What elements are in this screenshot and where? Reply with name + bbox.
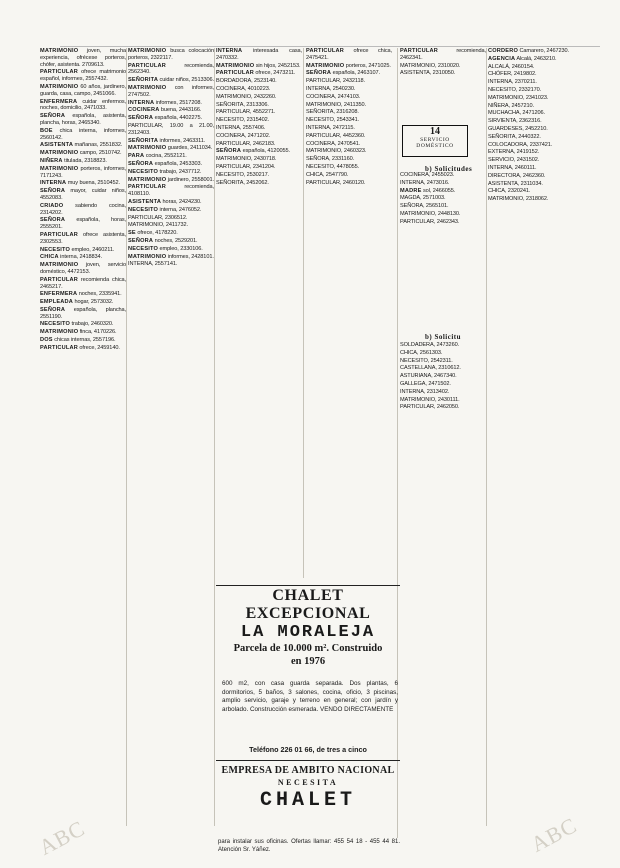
classified-ad: COCINERA, 2470541.: [306, 140, 361, 147]
classified-ad: NECESITO, 2315402.: [216, 117, 270, 124]
classified-ad: PARA cocina, 2552121.: [128, 153, 187, 160]
classified-ad: INTERNA, 2540230.: [306, 85, 356, 92]
classified-ad: ASISTENTA, 2310050.: [400, 70, 456, 77]
section-box: [402, 125, 468, 157]
classified-ad: INTERNA interesada casa, 2470332.: [216, 48, 302, 61]
classified-ad: NIÑERA titulada, 2318823.: [40, 157, 107, 164]
classified-ad: SEÑORITA, 2316208.: [306, 109, 359, 116]
chalet-body: 600 m2, con casa guarda separada. Dos plantas, 6 dormitorios, 5 baños, 3 salones, cocina, oficio, 3 piscinas, amplio servicio, garaje y terreno en general; con jardín y arbolado. Construcción esmerada. VENDO DIRECTAMENTE: [222, 680, 398, 713]
section-label: SERVICIO: [420, 137, 450, 143]
classified-ad: PARTICULAR, 2460120.: [306, 179, 366, 186]
classified-ad: MATRIMONIO, 2430111.: [400, 396, 460, 403]
column-divider: [303, 48, 304, 578]
classified-ad: BORDADORA, 2523140.: [216, 78, 277, 85]
classified-ad: PARTICULAR ofrece, 2459140.: [40, 344, 120, 351]
column-divider: [126, 48, 127, 826]
abc-watermark: ABC: [34, 815, 90, 860]
classified-column-6: [488, 48, 584, 826]
column-divider: [214, 48, 215, 826]
classified-ad: SEÑORA, 2565101.: [400, 203, 449, 210]
classified-ad: PARTICULAR, 2462183.: [216, 140, 276, 147]
classified-ad: PARTICULAR ofrece matrimonio español, informes, 2557432.: [40, 69, 126, 83]
classified-ad: PARTICULAR recomienda, 4108110.: [128, 184, 214, 198]
classified-ad: EMPLEADA hogar, 2573032.: [40, 299, 114, 306]
classified-ad: EXTERNA, 2419152.: [488, 149, 540, 156]
classified-ad: MADRE sol, 2466055.: [400, 187, 456, 194]
classified-ad: SEÑORITA informes, 2463311.: [128, 137, 206, 144]
classified-ad: INTERNA, 2460111.: [488, 164, 537, 171]
column-divider: [486, 48, 487, 826]
classified-ad: PARTICULAR recomienda chica, 2465217.: [40, 276, 126, 290]
classified-ad: ASISTENTA horas, 2424230.: [128, 198, 202, 205]
classified-ad: SEÑORA española, 4120055.: [216, 148, 290, 155]
classified-ad: INTERNA, 2557406.: [216, 124, 266, 131]
classified-ad: SEÑORA, 2331160.: [306, 156, 355, 163]
classified-ad: DOS chicas internas, 2557196.: [40, 337, 116, 344]
classified-ad: SIRVIENTA, 2362316.: [488, 118, 542, 125]
classified-ad: PARTICULAR, 2462050.: [400, 404, 460, 411]
classified-ad: INTERNA informes, 2517208.: [128, 99, 202, 106]
classified-ad: SEÑORA española, asistenta, plancha, horas, 2465340.: [40, 113, 126, 126]
classified-ad: SE ofrece, 4178220.: [128, 230, 178, 237]
classified-ad: PARTICULAR, 4552271.: [216, 109, 276, 116]
classified-ad: SEÑORITA, 2440322.: [488, 133, 541, 140]
section-subheading: b) Solicitu: [425, 333, 462, 341]
classified-ad: SEÑORITA, 2452062.: [216, 179, 269, 186]
classified-ad: INTERNA, 2473016.: [400, 179, 450, 186]
ad-rule: [216, 760, 400, 761]
chalet-ad: [216, 587, 400, 671]
empresa-line2: NECESITA: [277, 778, 339, 787]
classified-ad: INTERNA, 2557141.: [128, 261, 178, 268]
classified-ad: MATRIMONIO joven, servicio doméstico, 4472153.: [40, 262, 126, 275]
chalet-phone: Teléfono 226 01 66, de tres a cinco: [249, 745, 367, 754]
classified-ad: MATRIMONIO, 2411350.: [306, 101, 366, 108]
abc-watermark: ABC: [526, 812, 582, 857]
classified-column-5-bottom: [400, 342, 486, 818]
classified-ad: SEÑORA española, 2463107.: [306, 70, 380, 77]
classified-ad: MATRIMONIO busca colocación porteros, 2322117.: [128, 48, 214, 61]
classified-ad: PARTICULAR, 2432118.: [306, 78, 365, 85]
classified-ad: CHÓFER, 2419802.: [488, 71, 537, 78]
classified-ad: PARTICULAR, 2462343.: [400, 218, 460, 225]
classified-ad: INTERNA, 2370211.: [488, 79, 537, 86]
classified-ad: SEÑORITA cuidar niños, 2513306.: [128, 77, 214, 84]
chalet-plot: Parcela de 10.000 m². Construido: [233, 643, 383, 654]
empresa-ad: [216, 765, 400, 813]
classified-column-3: [216, 48, 302, 578]
classified-ad: NECESITO, 2542311.: [400, 357, 453, 364]
classified-ad: SEÑORA española, 2453303.: [128, 160, 202, 167]
classified-ad: MATRIMONIO jardinero, 2558001.: [128, 176, 214, 183]
classified-ad: MATRIMONIO porteros, informes, 7171243.: [40, 165, 126, 179]
classified-ad: INTERNA, 2313402.: [400, 388, 450, 395]
classified-ad: MATRIMONIO, 2341023.: [488, 94, 549, 101]
classified-ad: MATRIMONIO, 2310020.: [400, 62, 461, 69]
section-subheading: b) Solicitudes: [425, 165, 473, 173]
classified-ad: MATRIMONIO joven, mucha experiencia, ofrécese porteros, chófer, asistenta. 2709613.: [40, 48, 126, 68]
classified-ad: ASISTENTA mañanas, 2551832.: [40, 142, 123, 149]
classified-ad: PARTICULAR recomienda, 2462341.: [400, 48, 486, 61]
classified-ad: SEÑORA española, 4402275.: [128, 115, 202, 122]
classified-ad: MAGDA, 2571003.: [400, 195, 446, 202]
classified-ad: GALLEGA, 2471502.: [400, 380, 451, 387]
empresa-body: para instalar sus oficinas. Ofertas llamar: 455 54 18 - 455 44 81. Atención Sr. Yáñez.: [218, 839, 400, 853]
classified-ad: COCINERA, 2474103.: [306, 93, 361, 100]
classified-ad: NECESITO trabajo, 2460320.: [40, 321, 114, 328]
section-number: 14: [430, 126, 440, 137]
chalet-headline: CHALET EXCEPCIONAL: [245, 587, 371, 622]
classified-ad: MATRIMONIO, 2432260.: [216, 93, 277, 100]
classified-ad: COCINERA, 2455023.: [400, 172, 455, 178]
classified-ad: SOLDADERA, 2473260.: [400, 342, 460, 348]
classified-ad: PARTICULAR ofrece, 2473211.: [216, 70, 296, 77]
classified-ad: SEÑORA mayor, cuidar niños, 4552083.: [40, 188, 126, 201]
chalet-year: en 1976: [290, 656, 326, 667]
empresa-line3: CHALET: [259, 789, 356, 812]
classified-ad: PARTICULAR, 4452360.: [306, 132, 366, 139]
classified-ad: MATRIMONIO guardes, 2411034.: [128, 145, 213, 152]
classified-column-5-mid: [400, 172, 486, 330]
classified-ad: PARTICULAR, 2306512.: [128, 214, 188, 221]
classified-ad: ASTURIANA, 2467340.: [400, 373, 457, 380]
classified-ad: NECESITO, 2543341.: [306, 117, 360, 124]
classified-ad: NECESITO trabajo, 2437712.: [128, 168, 202, 175]
classified-ad: COCINERA, 2471202.: [216, 132, 271, 139]
section-label: DOMÉSTICO: [416, 143, 454, 149]
classified-ad: NIÑERA, 2457210.: [488, 102, 534, 109]
classified-ad: SERVICIO, 2431502.: [488, 157, 540, 164]
classified-ad: NECESITO empleo, 2330106.: [128, 245, 203, 252]
classified-ad: CRIADO sabiendo cocina, 2314202.: [40, 202, 126, 216]
classified-ad: MATRIMONIO finca, 4170226.: [40, 329, 117, 336]
classified-ad: MATRIMONIO informes, 2428101.: [128, 253, 214, 260]
classified-ad: BOE chica interna, informes, 2560142.: [40, 127, 126, 141]
classified-ad: SEÑORA española, horas, 2555201.: [40, 217, 126, 231]
classified-ad: NECESITO, 2530217.: [216, 171, 270, 178]
ad-rule: [216, 585, 400, 586]
classified-ad: GUARDESES, 2452210.: [488, 125, 548, 132]
top-rule: [60, 46, 600, 47]
classified-ad: MATRIMONIO, 2460323.: [306, 148, 367, 155]
classified-ad: MATRIMONIO, 2430718.: [216, 156, 277, 163]
classified-ad: CHICA, 2561303.: [400, 349, 443, 356]
classified-ad: MATRIMONIO, 2411732.: [128, 222, 188, 229]
classified-column-5-top: [400, 48, 486, 123]
classified-ad: MUCHACHA, 2471206.: [488, 110, 545, 117]
classified-ad: MATRIMONIO sin hijos, 2452153.: [216, 62, 301, 69]
classified-ad: COCINERA buena, 2443166.: [128, 107, 202, 114]
classified-ad: SEÑORA noches, 2529201.: [128, 237, 198, 244]
classified-ad: MATRIMONIO campo, 2510742.: [40, 150, 122, 157]
classified-ad: ALCALÁ, 2460154.: [488, 63, 535, 70]
empresa-line1: EMPRESA DE AMBITO NACIONAL: [221, 765, 395, 776]
chalet-location: LA MORALEJA: [240, 623, 376, 642]
classified-ad: CHICA interna, 2418834.: [40, 254, 103, 261]
classified-ad: MATRIMONIO porteros, 2471025.: [306, 62, 391, 69]
classified-ad: PARTICULAR ofrece asistenta, 2302553.: [40, 231, 126, 245]
classified-column-2: [128, 48, 214, 818]
classified-ad: CORDERO Camarero, 2467230.: [488, 48, 569, 54]
classified-column-4: [306, 48, 392, 578]
classified-ad: INTERNA muy buena, 2510452.: [40, 180, 120, 187]
classified-ad: SEÑORA española, plancha, 2551190.: [40, 306, 126, 320]
classified-ad: MATRIMONIO, 2448130.: [400, 210, 461, 217]
classified-ad: NECESITO, 4478055.: [306, 163, 360, 170]
classified-ad: COCINERA, 4010223.: [216, 85, 271, 92]
classified-ad: MATRIMONIO, 2318062.: [488, 196, 549, 203]
classified-ad: ASISTENTA, 2311034.: [488, 180, 543, 187]
classified-ad: PARTICULAR recomienda, 2562340.: [128, 62, 214, 76]
column-divider: [397, 48, 398, 838]
classified-ad: CHICA, 2320241.: [488, 188, 531, 195]
classified-column-1: [40, 48, 126, 826]
classified-ad: PARTICULAR, 2341204.: [216, 163, 276, 170]
classified-ad: NECESITO, 2332170.: [488, 86, 542, 93]
classified-ad: MATRIMONIO 60 años, jardinero, guarda, casa, campo, 2451066.: [40, 83, 126, 97]
classified-ad: INTERNA, 2472115.: [306, 124, 355, 131]
classified-ad: NECESITO interna, 2476052.: [128, 206, 202, 213]
classified-ad: SEÑORITA, 2313306.: [216, 101, 269, 108]
classified-ad: PARTICULAR ofrece chica, 2475421.: [306, 48, 392, 61]
classified-ad: ENFERMERA noches, 2335941.: [40, 291, 122, 298]
classified-ad: ENFERMERA cuidar enfermos, noches, domicilio, 2471033.: [40, 98, 126, 112]
classified-ad: CASTELLANA, 2310612.: [400, 365, 461, 372]
classified-ad: PARTICULAR, 19.00 a 21.00, 2312403.: [128, 122, 214, 136]
classified-ad: COLOCADORA, 2337421.: [488, 141, 553, 148]
classified-ad: DIRECTORA, 2462360.: [488, 172, 546, 179]
classified-ad: MATRIMONIO con informes, 2747502.: [128, 84, 214, 98]
classified-ad: NECESITO empleo, 2460211.: [40, 246, 115, 253]
classified-ad: AGENCIA Alcalá, 2463210.: [488, 55, 557, 62]
classified-ad: CHICA, 2547790.: [306, 171, 349, 178]
